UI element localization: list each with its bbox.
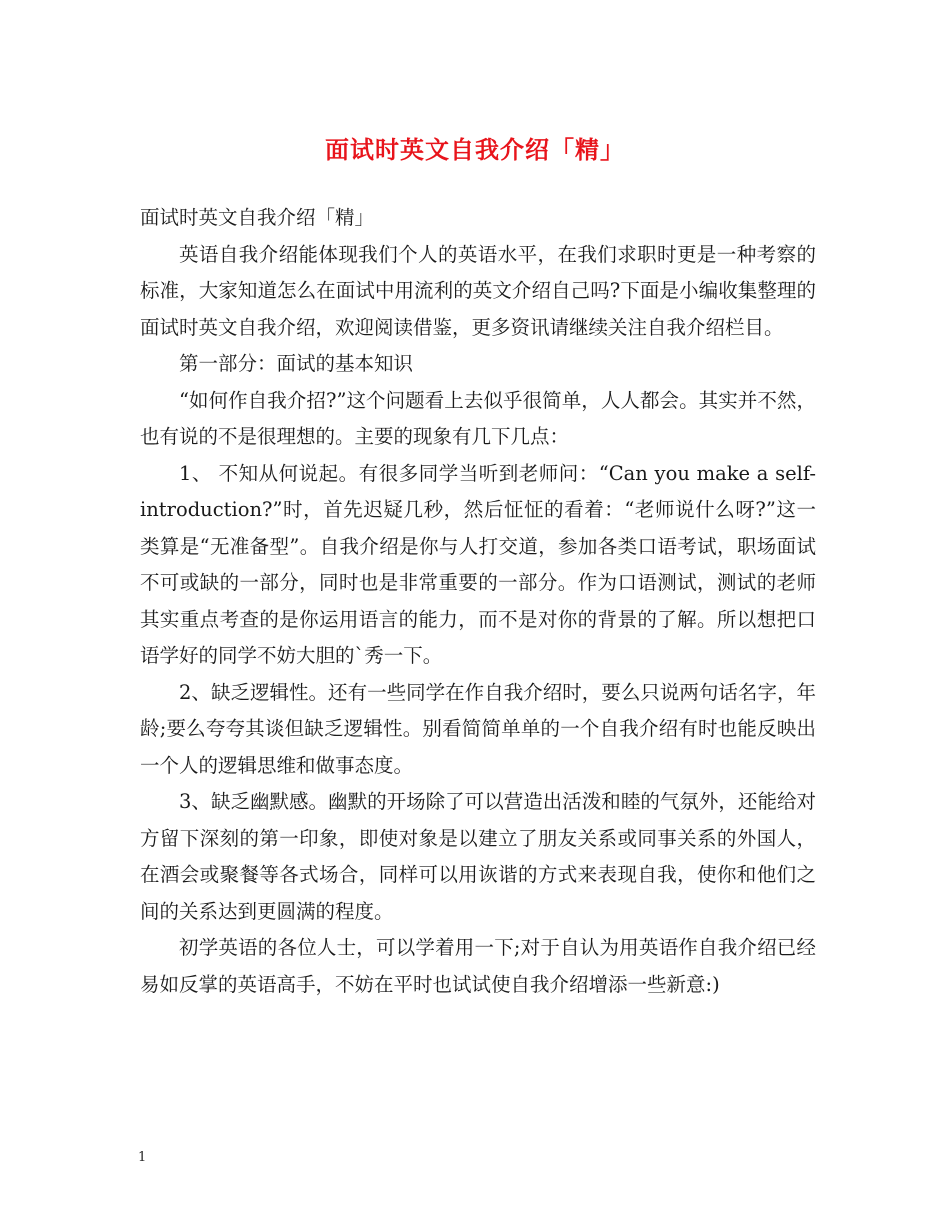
section-heading: 第一部分：面试的基本知识 [179,352,414,375]
document-title: 面试时英文自我介绍「精」 [325,136,625,164]
document-body [140,200,816,1003]
paragraph-intro: 英语自我介绍能体现我们个人的英语水平，在我们求职时更是一种考察的标准，大家知道怎么在面试中用流利的英文介绍自己吗?下面是小编收集整理的面试时英文自我介绍，欢迎阅读借鉴，更多资讯请继续关注自我介绍栏目。 [140,242,816,339]
paragraph-closing: 初学英语的各位人士，可以学着用一下;对于自认为用英语作自我介绍已经易如反掌的英语高手，不妨在平时也试试使自我介绍增添一些新意:) [140,936,816,996]
paragraph-point-1: 1、 不知从何说起。有很多同学当听到老师问：“Can you make a self-introduction?”时，首先迟疑几秒，然后怔怔的看着：“老师说什么呀?”这一类算是“无准备型”。自我介绍是你与人打交道，参加各类口语考试，职场面试不可或缺的一部分，同时也是非常重要的一部分。作为口语测试，测试的老师其实重点考查的是你运用语言的能力，而不是对你的背景的了解。所以想把口语学好的同学不妨大胆的`秀一下。 [140,461,816,667]
paragraph-question: “如何作自我介招?”这个问题看上去似乎很简单，人人都会。其实并不然，也有说的不是很理想的。主要的现象有几下几点： [140,388,816,448]
paragraph-point-2: 2、缺乏逻辑性。还有一些同学在作自我介绍时，要么只说两句话名字，年龄;要么夸夸其谈但缺乏逻辑性。别看简简单单的一个自我介绍有时也能反映出一个人的逻辑思维和做事态度。 [140,680,816,777]
page-number: 1 [138,1150,147,1165]
paragraph-point-3: 3、缺乏幽默感。幽默的开场除了可以营造出活泼和睦的气氛外，还能给对方留下深刻的第一印象，即使对象是以建立了朋友关系或同事关系的外国人，在酒会或聚餐等各式场合，同样可以用诙谐的方式来表现自我，使你和他们之间的关系达到更圆满的程度。 [140,790,816,923]
document-subtitle: 面试时英文自我介绍「精」 [140,206,375,229]
